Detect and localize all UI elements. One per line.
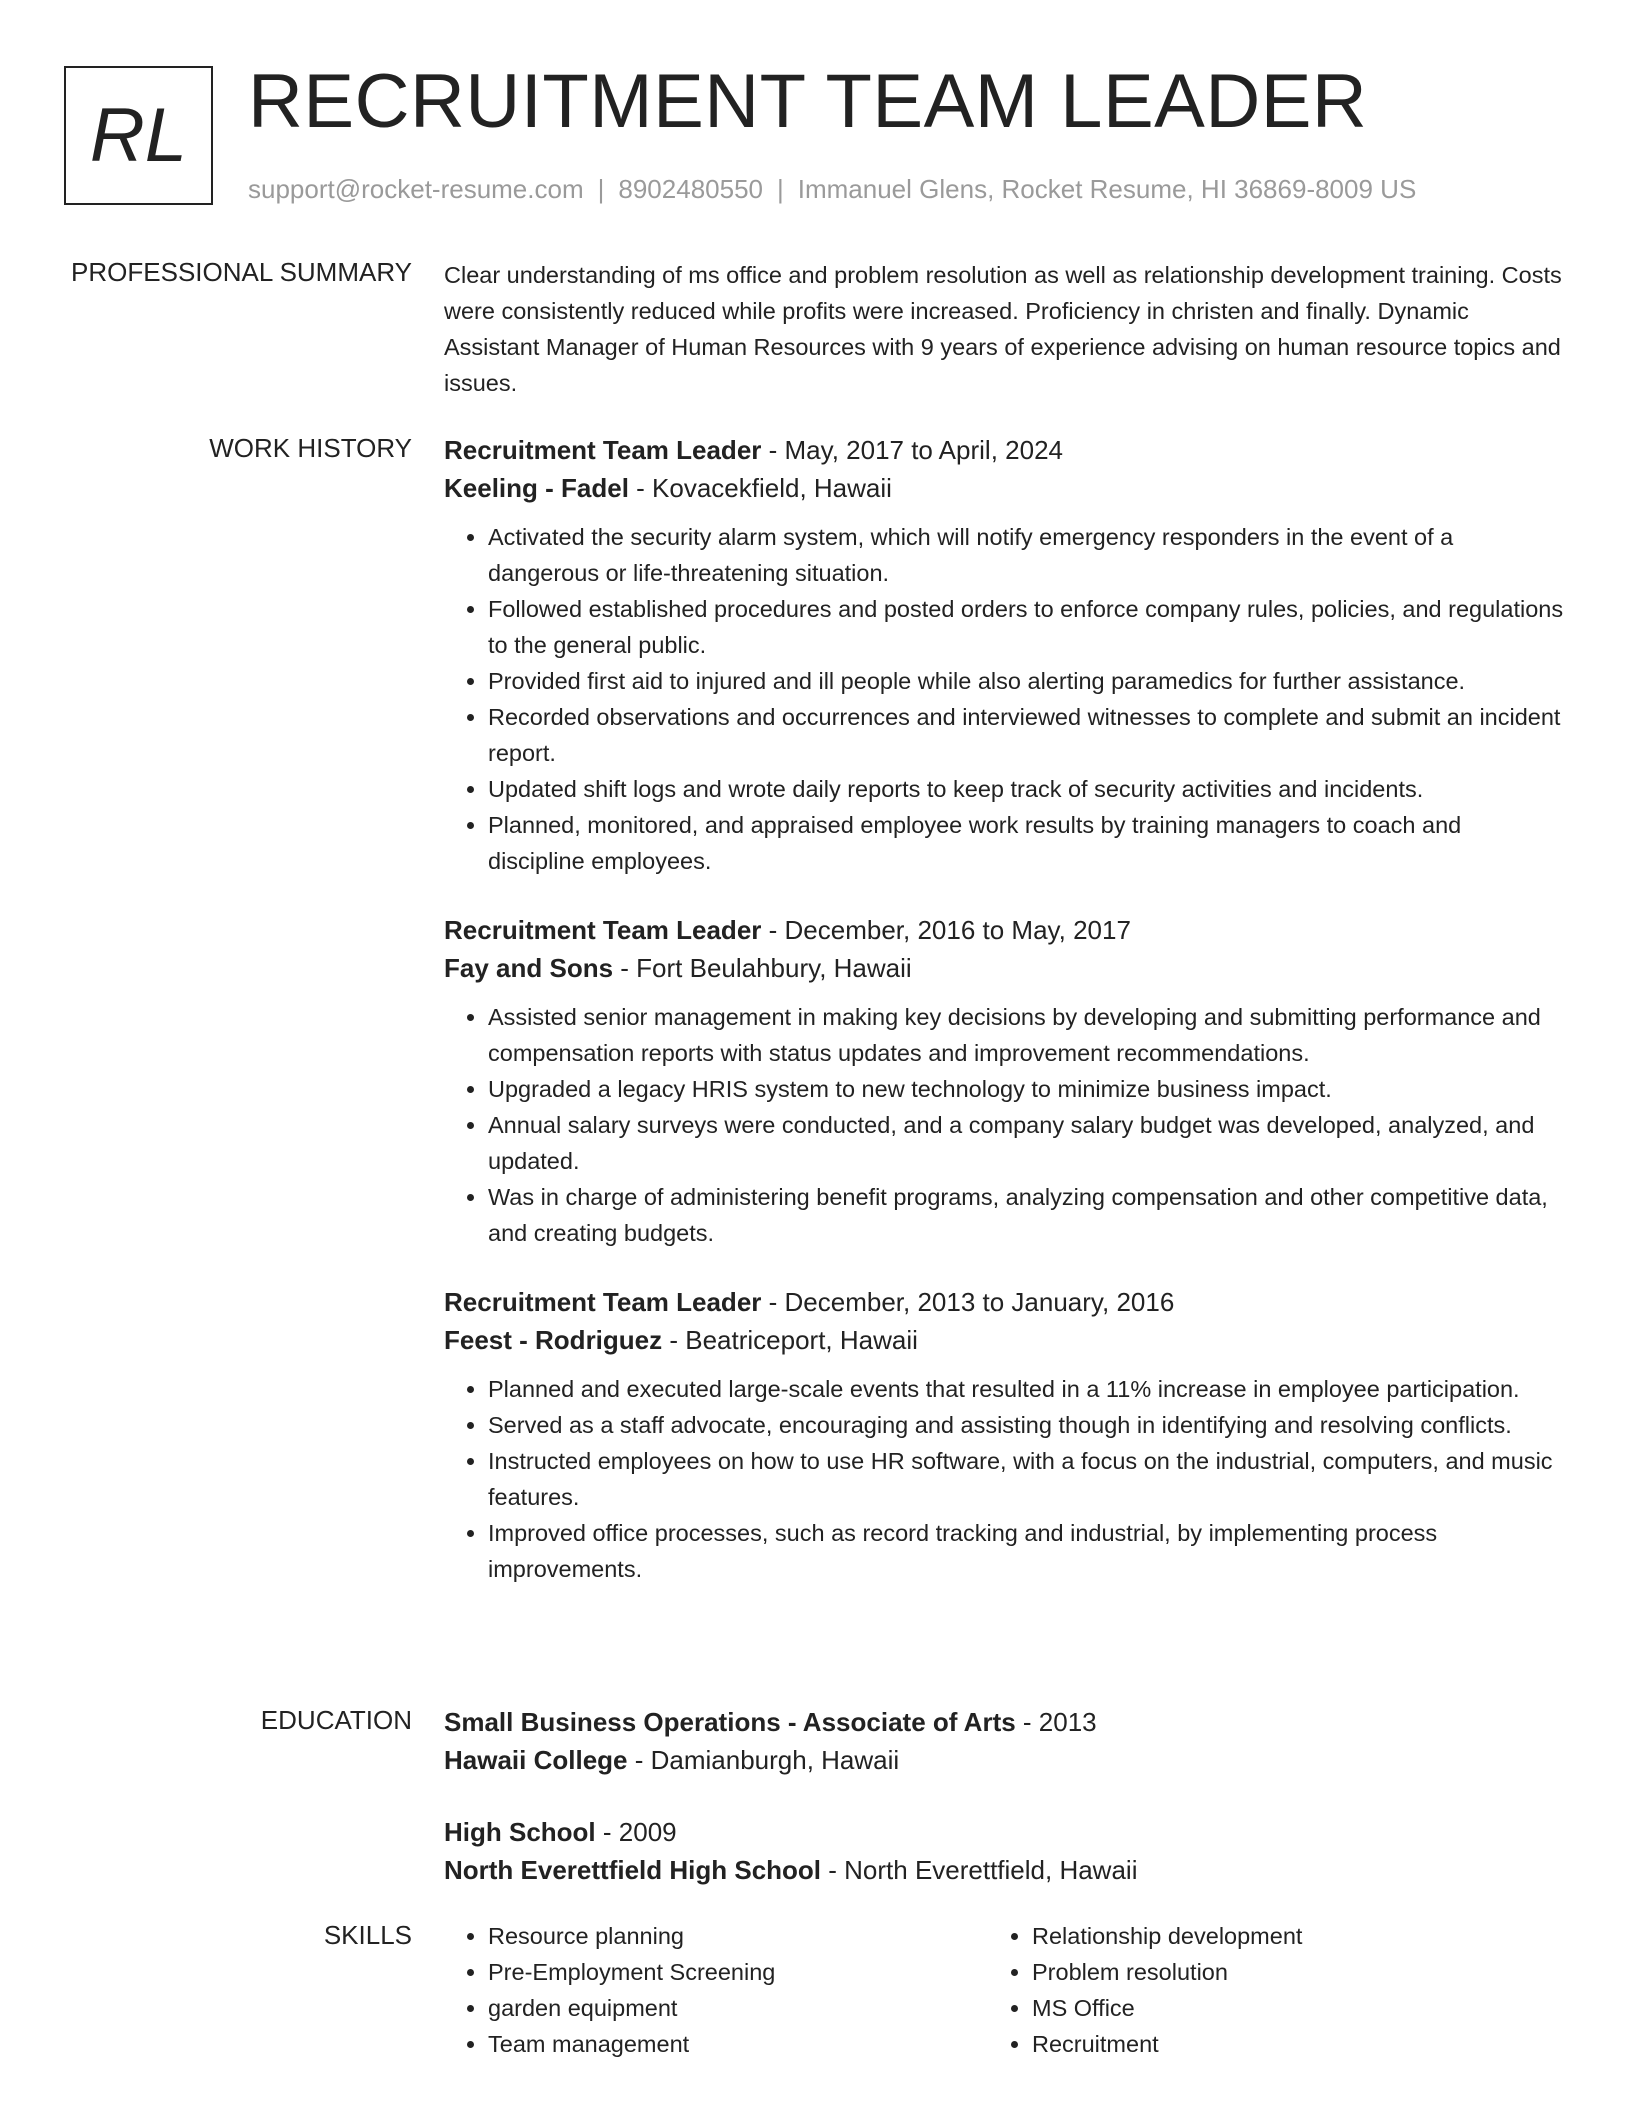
job-location: - Beatriceport, Hawaii	[662, 1325, 918, 1355]
job-title-line	[444, 911, 1564, 949]
job-bullets	[444, 999, 1564, 1251]
address: Immanuel Glens, Rocket Resume, HI 36869-8009 US	[797, 174, 1417, 204]
education-degree-line	[444, 1813, 1564, 1851]
job-company: Fay and Sons	[444, 953, 614, 983]
job-bullet: • Served as a staff advocate, encouraging and assisting though in identifying and resolving conflicts.	[488, 1407, 1564, 1443]
separator: |	[777, 174, 784, 204]
skills-list-right	[988, 1918, 1532, 2062]
education-location: - Damianburgh, Hawaii	[627, 1745, 900, 1775]
job-entry	[444, 911, 1564, 1251]
resume-title: RECRUITMENT TEAM LEADER	[248, 59, 1368, 144]
job-bullets	[444, 1371, 1564, 1587]
job-company: Keeling - Fadel	[444, 473, 629, 503]
skill-item: • Resource planning	[488, 1918, 988, 1954]
job-role: Recruitment Team Leader	[444, 1287, 762, 1317]
summary-text: Clear understanding of ms office and problem resolution as well as relationship development training. Costs were consistently reduced while profits were increased. Proficiency in christen and finally. Dynamic Assistant Manager of Human Resources with 9 years of experience advising on human resource topics and issues.	[444, 262, 1562, 396]
email[interactable]: support@rocket-resume.com	[248, 174, 584, 204]
skill-item: • MS Office	[1032, 1990, 1532, 2026]
job-title-line	[444, 1283, 1564, 1321]
education-degree: Small Business Operations - Associate of Arts	[444, 1707, 1016, 1737]
job-bullet: • Was in charge of administering benefit programs, analyzing compensation and other competitive data, and creating budgets.	[488, 1179, 1564, 1251]
summary-section	[444, 257, 1564, 401]
job-title-line	[444, 431, 1564, 469]
job-role: Recruitment Team Leader	[444, 435, 762, 465]
job-bullet: • Planned, monitored, and appraised employee work results by training managers to coach and discipline employees.	[488, 807, 1564, 879]
job-bullets	[444, 519, 1564, 879]
education-school: North Everettfield High School	[444, 1855, 822, 1885]
education-school-line	[444, 1851, 1564, 1889]
job-dates: - December, 2013 to January, 2016	[761, 1287, 1175, 1317]
job-bullet: • Planned and executed large-scale events that resulted in a 11% increase in employee participation.	[488, 1371, 1564, 1407]
skill-item: • Recruitment	[1032, 2026, 1532, 2062]
job-bullet: • Instructed employees on how to use HR software, with a focus on the industrial, computers, and music features.	[488, 1443, 1564, 1515]
education-entry	[444, 1703, 1564, 1779]
education-degree-line	[444, 1703, 1564, 1741]
education-school-line	[444, 1741, 1564, 1779]
education-location: - North Everettfield, Hawaii	[821, 1855, 1138, 1885]
job-location: - Fort Beulahbury, Hawaii	[613, 953, 912, 983]
section-title-work-history: WORK HISTORY	[209, 433, 412, 463]
skill-item: • Problem resolution	[1032, 1954, 1532, 1990]
education-school: Hawaii College	[444, 1745, 628, 1775]
job-dates: - December, 2016 to May, 2017	[761, 915, 1131, 945]
education-year: - 2009	[595, 1817, 677, 1847]
job-bullet: • Upgraded a legacy HRIS system to new technology to minimize business impact.	[488, 1071, 1564, 1107]
job-dates: - May, 2017 to April, 2024	[761, 435, 1063, 465]
education-degree: High School	[444, 1817, 596, 1847]
job-bullet: • Updated shift logs and wrote daily reports to keep track of security activities and incidents.	[488, 771, 1564, 807]
job-bullet: • Recorded observations and occurrences and interviewed witnesses to complete and submit an incident report.	[488, 699, 1564, 771]
job-bullet: • Annual salary surveys were conducted, and a company salary budget was developed, analyzed, and updated.	[488, 1107, 1564, 1179]
skill-item: • Relationship development	[1032, 1918, 1532, 1954]
initials-monogram: RL	[64, 66, 213, 205]
job-bullet: • Improved office processes, such as record tracking and industrial, by implementing process improvements.	[488, 1515, 1564, 1587]
job-location: - Kovacekfield, Hawaii	[628, 473, 892, 503]
skills-section	[444, 1918, 1564, 2062]
phone[interactable]: 8902480550	[618, 174, 763, 204]
section-title-education: EDUCATION	[260, 1705, 412, 1735]
section-title-skills: SKILLS	[323, 1920, 412, 1950]
job-company-line	[444, 469, 1564, 507]
job-bullet: • Provided first aid to injured and ill people while also alerting paramedics for further assistance.	[488, 663, 1564, 699]
education-section	[444, 1703, 1564, 1923]
job-entry	[444, 431, 1564, 879]
skill-item: • Pre-Employment Screening	[488, 1954, 988, 1990]
job-entry	[444, 1283, 1564, 1587]
job-company-line	[444, 949, 1564, 987]
education-year: - 2013	[1015, 1707, 1097, 1737]
work-history-section	[444, 431, 1564, 1619]
separator: |	[597, 174, 605, 204]
job-company-line	[444, 1321, 1564, 1359]
job-bullet: • Assisted senior management in making key decisions by developing and submitting performance and compensation reports with status updates and improvement recommendations.	[488, 999, 1564, 1071]
contact-line	[248, 174, 1416, 205]
job-bullet: • Followed established procedures and posted orders to enforce company rules, policies, and regulations to the general public.	[488, 591, 1564, 663]
job-role: Recruitment Team Leader	[444, 915, 762, 945]
skills-list-left	[444, 1918, 988, 2062]
skill-item: • Team management	[488, 2026, 988, 2062]
job-company: Feest - Rodriguez	[444, 1325, 663, 1355]
skill-item: • garden equipment	[488, 1990, 988, 2026]
section-title-summary: PROFESSIONAL SUMMARY	[71, 257, 412, 287]
job-bullet: • Activated the security alarm system, which will notify emergency responders in the event of a dangerous or life-threatening situation.	[488, 519, 1564, 591]
education-entry	[444, 1813, 1564, 1889]
